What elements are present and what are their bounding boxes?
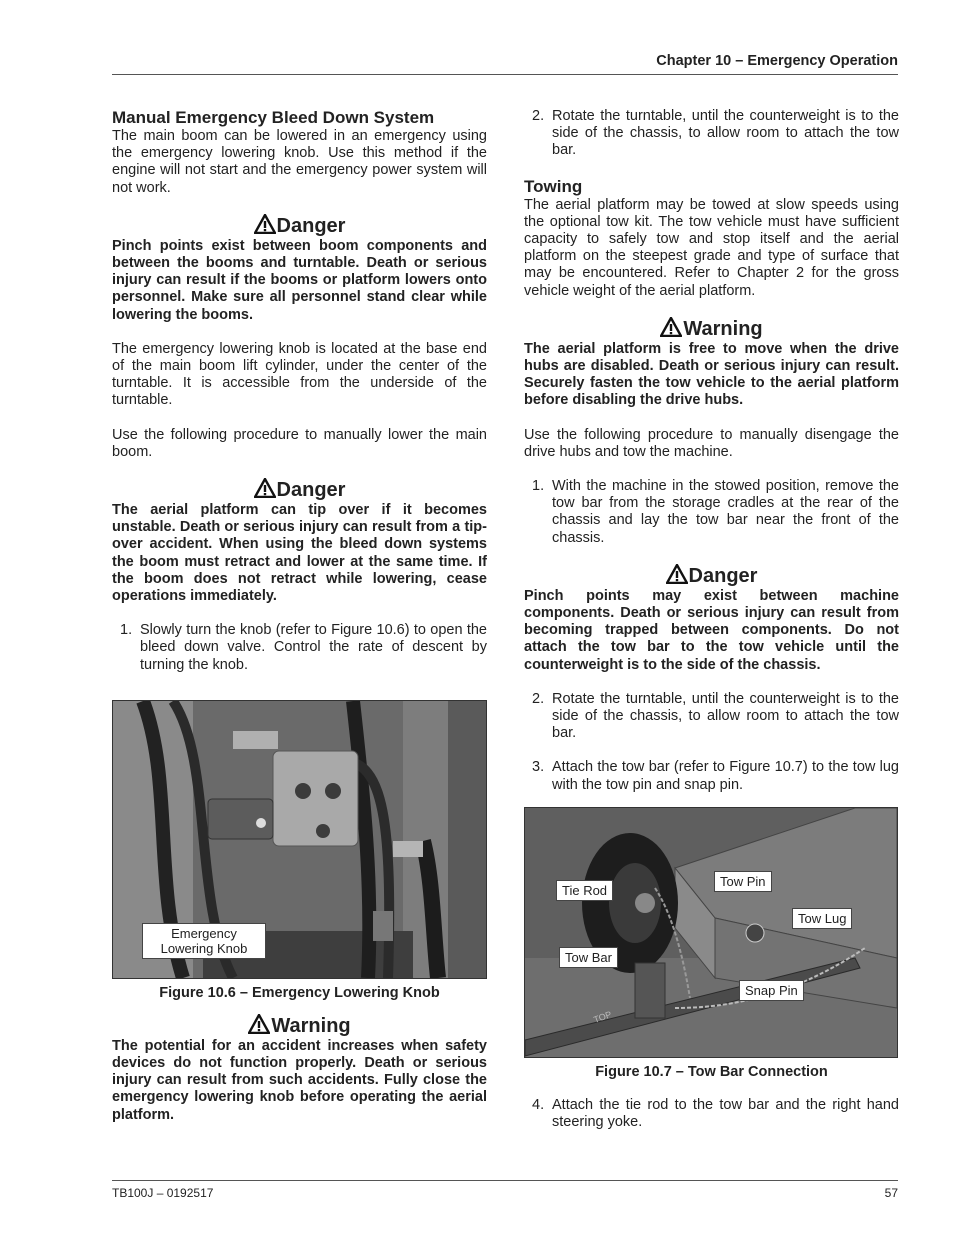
section-title-bleed-down: Manual Emergency Bleed Down System — [112, 108, 435, 127]
warning-triangle-icon — [254, 478, 276, 498]
tow-bar-photo — [525, 808, 897, 1057]
step-text: Attach the tie rod to the tow bar and the right hand steering yoke. — [552, 1096, 899, 1131]
warning-heading-left — [112, 1014, 487, 1038]
step-item — [524, 108, 899, 160]
step-text: Slowly turn the knob (refer to Figure 10.6) to open the bleed down valve. Control the rate of descent by turning the knob. — [140, 622, 487, 673]
step-text: With the machine in the stowed position, remove the tow bar from the storage cradles at the rear of the chassis and lay the tow bar near the front of the chassis. — [552, 478, 899, 546]
svg-text:TOP: TOP — [592, 1009, 613, 1025]
bleed-down-intro: The main boom can be lowered in an emergency using the emergency lowering knob. Use this method if the engine will not start and the emergency power system will not work. — [112, 128, 487, 196]
step-number: 1. — [532, 478, 545, 495]
step-item — [524, 1097, 899, 1131]
danger-text-right: Pinch points may exist between machine components. Death or serious injury can result from becoming trapped between components. Do not attach the tow bar to the tow vehicle until the counterweight is to the side of the chassis. — [524, 587, 899, 673]
knob-location-text: The emergency lowering knob is located at the base end of the main boom lift cylinder, under the center of the turntable. It is accessible from the underside of the turntable. — [112, 340, 487, 409]
warning-label: Warning — [683, 317, 763, 340]
step-number: 4. — [532, 1096, 545, 1113]
warning-triangle-icon — [666, 564, 688, 584]
step-item — [112, 622, 487, 674]
danger-text-1: Pinch points exist between boom components and between the booms and turntable. Death or serious injury can result if the booms or platform lowers onto personnel. Make sure all personnel stand clear while lowering the booms. — [112, 237, 487, 323]
step-text: Attach the tow bar (refer to Figure 10.7) to the tow lug with the tow pin and snap pin. — [552, 759, 899, 793]
figure-caption-10-6: Figure 10.6 – Emergency Lowering Knob — [159, 984, 440, 1001]
warning-text-right: The aerial platform is free to move when the drive hubs are disabled. Death or serious injury can result. Securely fasten the tow vehicle to the aerial platform before disabling the drive hubs. — [524, 340, 899, 409]
danger-label: Danger — [276, 214, 346, 237]
document-id: TB100J – 0192517 — [112, 1186, 214, 1200]
warning-text-left: The potential for an accident increases when safety devices do not function properly. Death or serious injury can result from such accidents. Fully close the emergency lowering knob before operating the aerial platform. — [112, 1037, 487, 1123]
danger-label: Danger — [276, 479, 346, 502]
step-number: 1. — [120, 622, 133, 639]
chapter-title: Chapter 10 – Emergency Operation — [656, 53, 898, 69]
step-item — [524, 759, 899, 793]
warning-heading-right — [524, 317, 899, 341]
towing-intro: The aerial platform may be towed at slow speeds using the optional tow kit. The tow vehicle must have sufficient capacity to safely tow and stop itself and the aerial platform on the steepest grade and type of surface that may be encountered. Refer to Chapter 2 for the gross vehicle weight of the aerial platform. — [524, 196, 899, 299]
danger-label: Danger — [688, 564, 758, 587]
danger-heading-right — [524, 564, 899, 588]
step-number: 2. — [532, 690, 545, 707]
callout-tie-rod: Tie Rod — [556, 880, 613, 901]
danger-heading-1 — [112, 214, 487, 238]
towing-procedure-intro: Use the following procedure to manually disengage the drive hubs and tow the machine. — [524, 426, 899, 460]
step-item — [524, 478, 899, 547]
callout-snap-pin: Snap Pin — [739, 980, 804, 1001]
procedure-intro: Use the following procedure to manually lower the main boom. — [112, 426, 487, 460]
right-column — [524, 108, 899, 1131]
section-title-towing: Towing — [524, 176, 583, 196]
step-number: 2. — [532, 108, 545, 124]
figure-tow-bar-connection — [524, 807, 898, 1058]
step-text: Rotate the turntable, until the counterweight is to the side of the chassis, to allow room to attach the tow bar. — [552, 690, 899, 742]
callout-emergency-lowering-knob: Emergency Lowering Knob — [142, 923, 266, 959]
danger-text-2: The aerial platform can tip over if it becomes unstable. Death or serious injury can result from a tip-over accident. When using the bleed down systems the boom must retract and lower at the same time. If the boom does not retract while lowering, cease operations immediately. — [112, 502, 487, 605]
page-number: 57 — [884, 1186, 898, 1200]
danger-heading-2 — [112, 478, 487, 502]
step-item — [524, 691, 899, 743]
warning-triangle-icon — [248, 1014, 270, 1034]
page-header — [112, 52, 898, 75]
figure-caption-10-7: Figure 10.7 – Tow Bar Connection — [595, 1063, 828, 1080]
left-column — [112, 108, 487, 1124]
step-text: Rotate the turntable, until the counterweight is to the side of the chassis, to allow room to attach the tow bar. — [552, 108, 899, 159]
warning-label: Warning — [271, 1014, 351, 1037]
callout-tow-bar: Tow Bar — [559, 947, 618, 968]
warning-triangle-icon — [660, 317, 682, 337]
figure-emergency-lowering-knob — [112, 700, 487, 979]
warning-triangle-icon — [254, 214, 276, 234]
page-footer — [112, 1180, 898, 1200]
callout-tow-pin: Tow Pin — [714, 871, 772, 892]
callout-tow-lug: Tow Lug — [792, 908, 852, 929]
step-number: 3. — [532, 759, 545, 776]
